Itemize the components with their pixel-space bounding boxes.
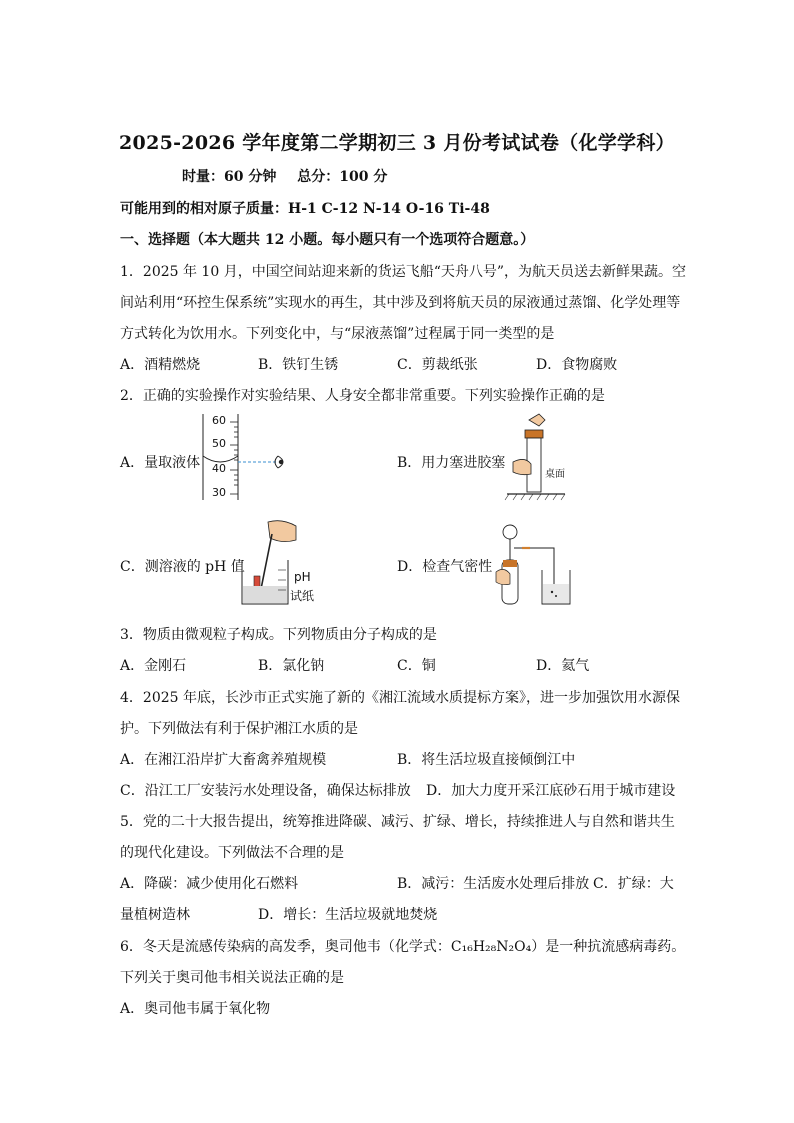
q3-stem: 3．物质由微观粒子构成。下列物质由分子构成的是 bbox=[120, 627, 437, 643]
tick-60: 60 bbox=[212, 414, 226, 427]
ph-test-figure bbox=[238, 516, 298, 608]
q5-line-1: 5．党的二十大报告提出，统筹推进降碳、减污、扩绿、增长，持续推进人与自然和谐共生 bbox=[120, 814, 675, 830]
q4-line-2: 护。下列做法有利于保护湘江水质的是 bbox=[120, 721, 358, 737]
q2-option-d[interactable]: D．检查气密性 bbox=[397, 559, 493, 575]
tick-50: 50 bbox=[212, 437, 226, 450]
q1-option-a[interactable]: A．酒精燃烧 bbox=[120, 357, 201, 373]
q4-line-1: 4．2025 年底，长沙市正式实施了新的《湘江流域水质提标方案》，进一步加强饮用水源保 bbox=[120, 690, 680, 706]
q1-line-3: 方式转化为饮用水。下列变化中，与“尿液蒸馏”过程属于同一类型的是 bbox=[120, 326, 555, 342]
q6-option-a[interactable]: A．奥司他韦属于氧化物 bbox=[120, 1001, 271, 1017]
q2-option-a[interactable]: A．量取液体 bbox=[120, 455, 201, 471]
q3-option-d[interactable]: D．氦气 bbox=[536, 658, 590, 674]
q1-line-1: 1．2025 年 10 月，中国空间站迎来新的货运飞船“天舟八号”，为航天员送去新鲜果蔬。空 bbox=[120, 264, 687, 280]
q5-option-c[interactable]: C．扩绿：大 bbox=[593, 876, 674, 892]
exam-total-score: 总分：100 分 bbox=[297, 169, 388, 185]
ph-label: pH bbox=[294, 570, 311, 584]
table-label: 桌面 bbox=[545, 469, 565, 480]
q3-option-a[interactable]: A．金刚石 bbox=[120, 658, 187, 674]
tick-40: 40 bbox=[212, 462, 226, 475]
q5-option-c-continued[interactable]: 量植树造林 bbox=[120, 907, 190, 923]
q3-option-b[interactable]: B．氯化钠 bbox=[258, 658, 325, 674]
q5-option-b[interactable]: B．减污：生活废水处理后排放 bbox=[397, 876, 590, 892]
q3-option-c[interactable]: C．铜 bbox=[397, 658, 436, 674]
exam-duration: 时量：60 分钟 bbox=[182, 169, 277, 185]
exam-meta bbox=[182, 166, 403, 186]
q4-option-a[interactable]: A．在湘江沿岸扩大畜禽养殖规模 bbox=[120, 752, 327, 768]
q4-option-b[interactable]: B．将生活垃圾直接倾倒江中 bbox=[397, 752, 576, 768]
section-title: 一、选择题（本大题共 12 小题。每小题只有一个选项符合题意。） bbox=[120, 232, 535, 248]
q4-option-c[interactable]: C．沿江工厂安装污水处理设备，确保达标排放 bbox=[120, 783, 411, 799]
q5-option-a[interactable]: A．降碳：减少使用化石燃料 bbox=[120, 876, 299, 892]
q2-stem: 2．正确的实验操作对实验结果、人身安全都非常重要。下列实验操作正确的是 bbox=[120, 388, 605, 404]
q5-option-d[interactable]: D．增长：生活垃圾就地焚烧 bbox=[258, 907, 438, 923]
stopper-figure bbox=[505, 412, 575, 504]
q5-line-2: 的现代化建设。下列做法不合理的是 bbox=[120, 845, 344, 861]
atomic-mass-note: 可能用到的相对原子质量：H-1 C-12 N-14 O-16 Ti-48 bbox=[120, 201, 490, 217]
tick-30: 30 bbox=[212, 486, 226, 499]
airtightness-figure bbox=[494, 522, 574, 606]
q1-line-2: 间站利用“环控生保系统”实现水的再生，其中涉及到将航天员的尿液通过蒸馏、化学处理等 bbox=[120, 295, 681, 311]
q1-option-c[interactable]: C．剪裁纸张 bbox=[397, 357, 478, 373]
q6-line-1: 6．冬天是流感传染病的高发季，奥司他韦（化学式：C₁₆H₂₈N₂O₄）是一种抗流感病毒药。 bbox=[120, 939, 686, 955]
q1-option-b[interactable]: B．铁钉生锈 bbox=[258, 357, 339, 373]
exam-title: 2025-2026 学年度第二学期初三 3 月份考试试卷（化学学科） bbox=[119, 132, 675, 154]
q1-option-d[interactable]: D．食物腐败 bbox=[536, 357, 618, 373]
q2-option-c[interactable]: C．测溶液的 pH 值 bbox=[120, 559, 245, 575]
test-paper-label: 试纸 bbox=[290, 589, 315, 603]
q2-option-b[interactable]: B．用力塞进胶塞 bbox=[397, 455, 506, 471]
q4-option-d[interactable]: D．加大力度开采江底砂石用于城市建设 bbox=[426, 783, 676, 799]
q6-line-2: 下列关于奥司他韦相关说法正确的是 bbox=[120, 970, 344, 986]
